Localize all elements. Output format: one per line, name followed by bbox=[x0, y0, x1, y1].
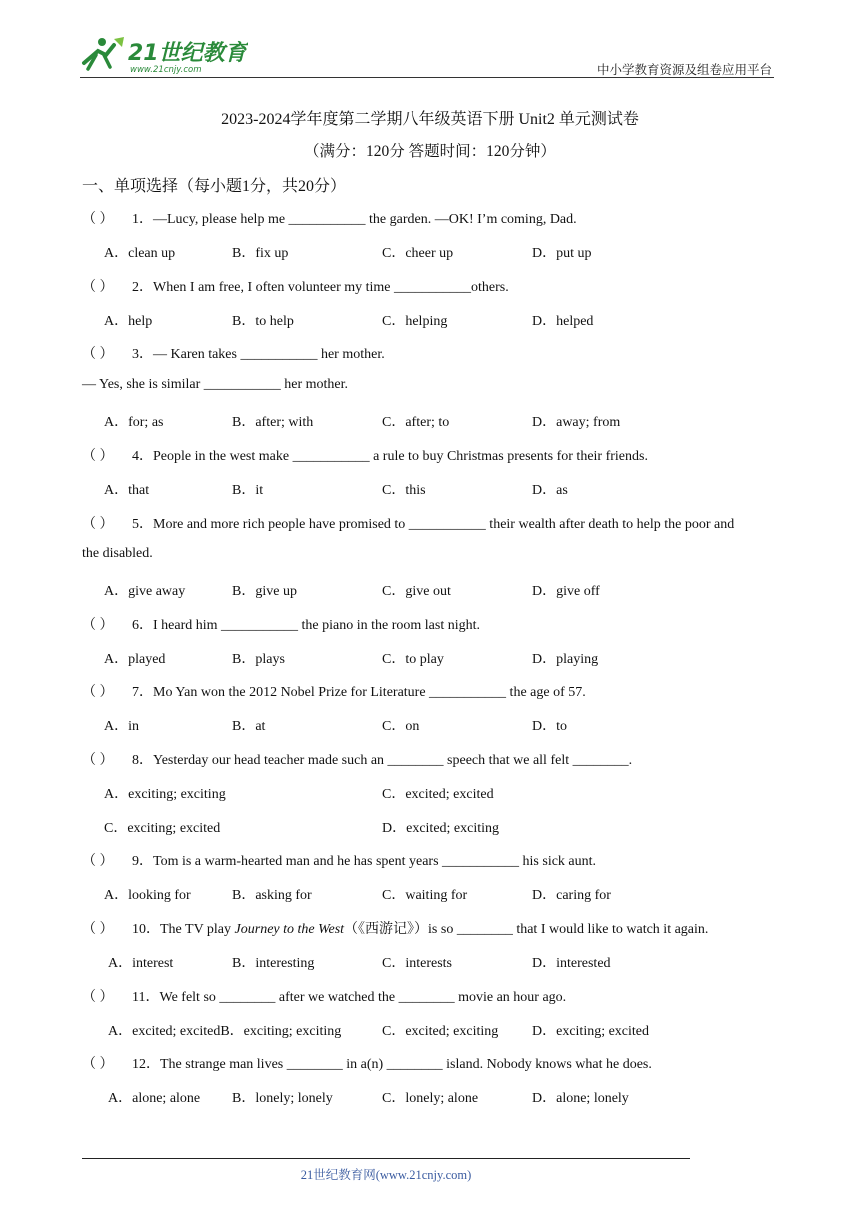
option: D．to bbox=[532, 719, 567, 734]
answer-paren: （ ） bbox=[82, 517, 114, 532]
header-divider bbox=[80, 77, 774, 78]
footer-link[interactable]: 21世纪教育网(www.21cnjy.com) bbox=[300, 1168, 472, 1182]
option: A．clean up bbox=[104, 246, 176, 261]
logo-text: 21世纪教育 bbox=[128, 41, 247, 66]
question-stem-continuation: the disabled. bbox=[82, 546, 153, 561]
option: C．exciting; excited bbox=[104, 821, 221, 836]
question-3 bbox=[82, 343, 385, 363]
option: B．at bbox=[232, 719, 266, 734]
question-stem: 3．— Karen takes ___________ her mother. bbox=[132, 347, 385, 362]
answer-paren: （ ） bbox=[82, 449, 114, 464]
question-4 bbox=[82, 445, 648, 465]
option: D．interested bbox=[532, 956, 611, 971]
option: A．played bbox=[104, 652, 166, 667]
question-stem-continuation: — Yes, she is similar ___________ her mother. bbox=[82, 377, 348, 392]
question-stem: （《西游记》）is so ________ that I would like to watch it again. bbox=[344, 922, 709, 937]
option: D．give off bbox=[532, 584, 600, 599]
option: C．excited; exciting bbox=[382, 1024, 499, 1039]
answer-paren: （ ） bbox=[82, 212, 114, 227]
question-stem: 8．Yesterday our head teacher made such an ________ speech that we all felt ________. bbox=[132, 753, 633, 768]
footer-divider bbox=[82, 1158, 690, 1159]
question-stem: 7．Mo Yan won the 2012 Nobel Prize for Literature ___________ the age of 57. bbox=[132, 685, 586, 700]
page-title: 2023-2024学年度第二学期八年级英语下册 Unit2 单元测试卷 bbox=[221, 111, 639, 128]
option: D．exciting; excited bbox=[532, 1024, 650, 1039]
question-stem-title: Journey to the West bbox=[234, 922, 345, 937]
option: C．cheer up bbox=[382, 246, 454, 261]
question-stem: 11．We felt so ________ after we watched the ________ movie an hour ago. bbox=[132, 990, 567, 1005]
answer-paren: （ ） bbox=[82, 1057, 114, 1072]
option: B．plays bbox=[232, 652, 285, 667]
question-9 bbox=[82, 850, 596, 870]
option: B．interesting bbox=[232, 956, 315, 971]
page-subtitle: （满分：120分 答题时间：120分钟） bbox=[304, 143, 556, 160]
answer-paren: （ ） bbox=[82, 990, 114, 1005]
question-stem: 10．The TV play bbox=[132, 922, 235, 937]
option: C．waiting for bbox=[382, 888, 468, 903]
question-stem: 9．Tom is a warm-hearted man and he has spent years ___________ his sick aunt. bbox=[132, 854, 597, 869]
option: A．alone; alone bbox=[108, 1091, 201, 1106]
option: A．in bbox=[104, 719, 139, 734]
option: A．exciting; exciting bbox=[104, 787, 226, 802]
option: B．it bbox=[232, 483, 264, 498]
option: B．to help bbox=[232, 314, 294, 329]
option: C．excited; excited bbox=[382, 787, 494, 802]
option: A．excited; excitedB．exciting; exciting bbox=[108, 1024, 342, 1039]
answer-paren: （ ） bbox=[82, 922, 114, 937]
option: A．looking for bbox=[104, 888, 191, 903]
option: A．interest bbox=[108, 956, 174, 971]
question-stem: 6．I heard him ___________ the piano in the room last night. bbox=[132, 618, 481, 633]
header-platform-text: 中小学教育资源及组卷应用平台 bbox=[596, 62, 772, 77]
question-1 bbox=[82, 208, 577, 228]
option: D．put up bbox=[532, 246, 592, 261]
logo bbox=[78, 33, 248, 75]
option: B．asking for bbox=[232, 888, 312, 903]
question-7 bbox=[82, 681, 586, 701]
question-8 bbox=[82, 749, 632, 769]
option: D．excited; exciting bbox=[382, 821, 500, 836]
answer-paren: （ ） bbox=[82, 753, 114, 768]
option: C．lonely; alone bbox=[382, 1091, 479, 1106]
option: C．interests bbox=[382, 956, 452, 971]
option: A．help bbox=[104, 314, 153, 329]
answer-paren: （ ） bbox=[82, 854, 114, 869]
option: C．to play bbox=[382, 652, 444, 667]
section-heading: 一、单项选择（每小题1分，共20分） bbox=[82, 178, 347, 195]
option: D．playing bbox=[532, 652, 599, 667]
option: C．on bbox=[382, 719, 420, 734]
option: A．give away bbox=[104, 584, 186, 599]
option: B．fix up bbox=[232, 246, 289, 261]
logo-url-text: www.21cnjy.com bbox=[130, 65, 202, 75]
answer-paren: （ ） bbox=[82, 347, 114, 362]
question-2 bbox=[82, 276, 509, 296]
runner-logo-icon bbox=[78, 33, 248, 75]
answer-paren: （ ） bbox=[82, 685, 114, 700]
option: C．this bbox=[382, 483, 426, 498]
option: B．after; with bbox=[232, 415, 314, 430]
option: A．that bbox=[104, 483, 150, 498]
answer-paren: （ ） bbox=[82, 618, 114, 633]
option: B．lonely; lonely bbox=[232, 1091, 333, 1106]
question-stem: 5．More and more rich people have promised to ___________ their wealth after death to help the poor and bbox=[132, 517, 735, 532]
option: D．away; from bbox=[532, 415, 621, 430]
question-stem: 12．The strange man lives ________ in a(n) ________ island. Nobody knows what he does. bbox=[132, 1057, 652, 1072]
question-10 bbox=[82, 918, 708, 938]
question-stem: 4．People in the west make ___________ a rule to buy Christmas presents for their friends. bbox=[132, 449, 648, 464]
answer-paren: （ ） bbox=[82, 280, 114, 295]
option: C．helping bbox=[382, 314, 448, 329]
option: D．helped bbox=[532, 314, 594, 329]
option: B．give up bbox=[232, 584, 297, 599]
option: C．give out bbox=[382, 584, 451, 599]
option: D．caring for bbox=[532, 888, 611, 903]
question-stem: 2．When I am free, I often volunteer my time ___________others. bbox=[132, 280, 509, 295]
question-6 bbox=[82, 614, 480, 634]
option: A．for; as bbox=[104, 415, 164, 430]
option: D．alone; lonely bbox=[532, 1091, 629, 1106]
question-stem: 1．—Lucy, please help me ___________ the garden. —OK! I’m coming, Dad. bbox=[132, 212, 577, 227]
question-11 bbox=[82, 986, 566, 1006]
option: D．as bbox=[532, 483, 568, 498]
question-12 bbox=[82, 1053, 652, 1073]
question-5 bbox=[82, 513, 734, 533]
option: C．after; to bbox=[382, 415, 450, 430]
